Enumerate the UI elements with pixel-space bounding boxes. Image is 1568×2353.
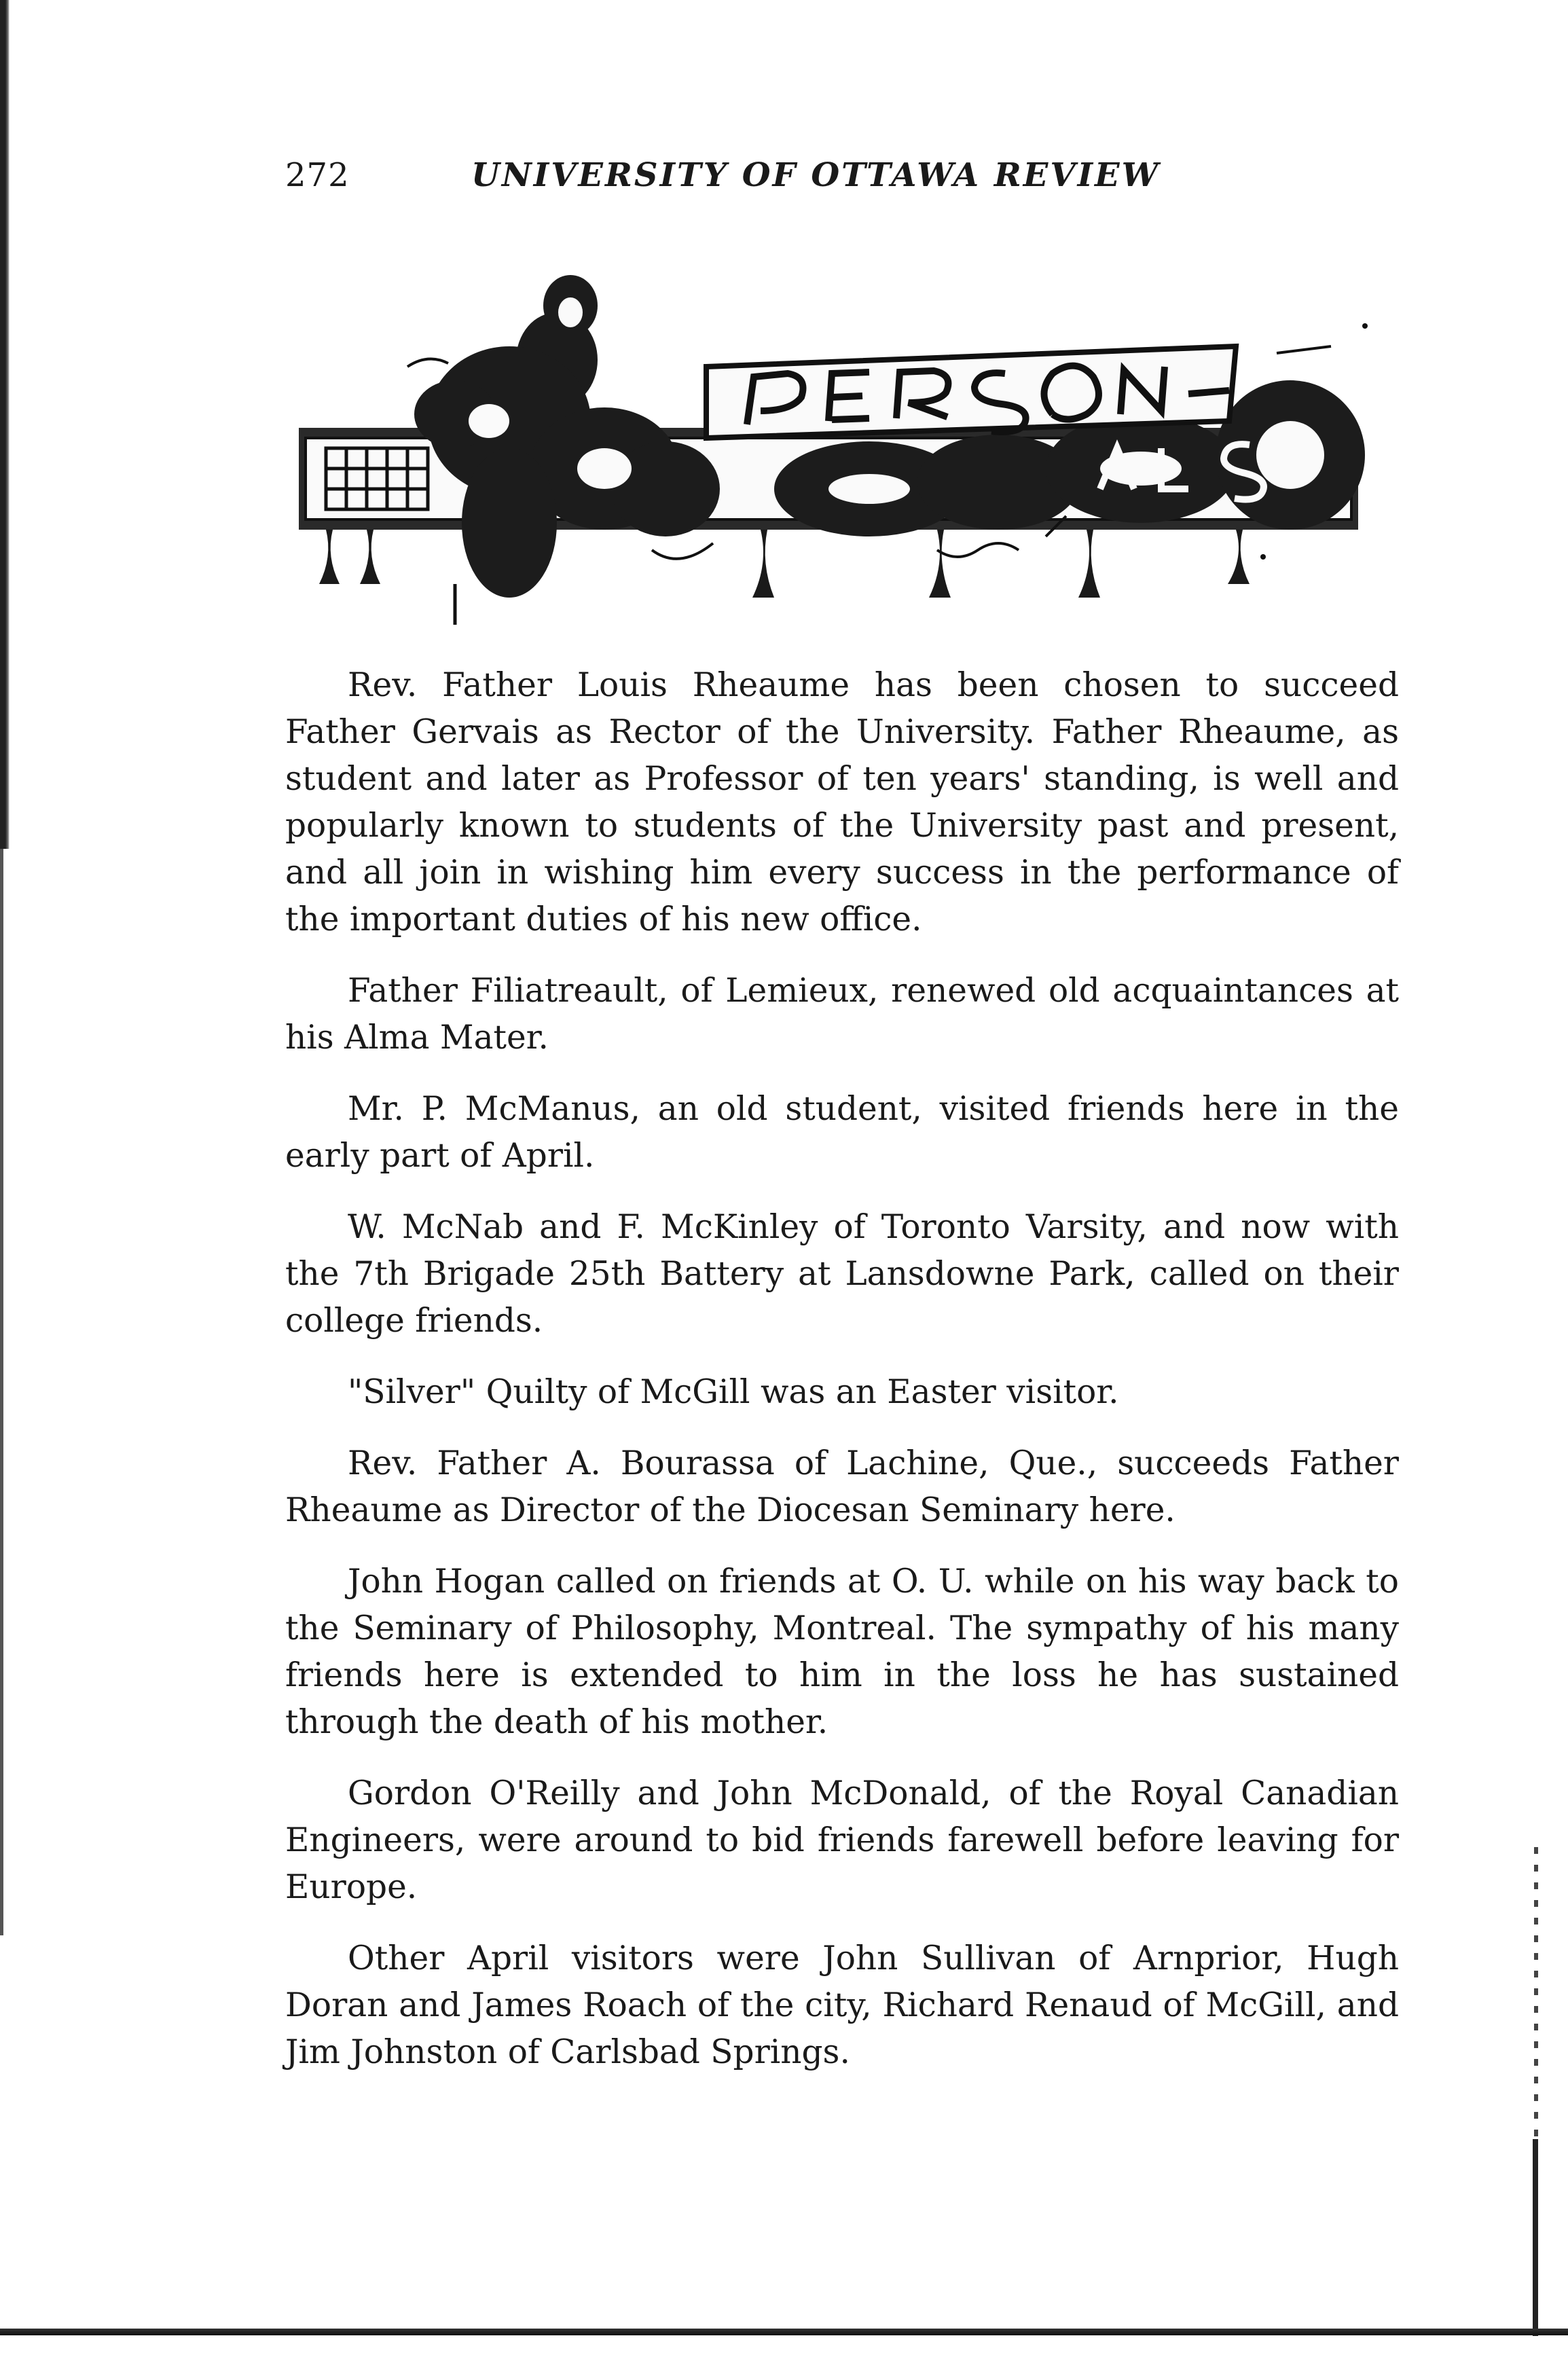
paragraph-mcnab-mckinley: W. McNab and F. McKinley of Toronto Varsity, and now with the 7th Brigade 25th Battery at Lansdowne Park, called on their college friends.: [285, 1208, 1399, 1340]
ornament-illustration: [285, 265, 1412, 645]
running-head: [285, 156, 1412, 211]
paragraph-new-rector: Rev. Father Louis Rheaume has been chosen to succeed Father Gervais as Rector of the University. Father Rheaume, as student and later as Professor of ten years' standing, is well and popularly known to students of the University past and present, and all join in wishing him every success in the performance of the important duties of his new office.: [285, 666, 1399, 938]
personals-ornament: [285, 265, 1412, 645]
paragraph-filiatreault: Father Filiatreault, of Lemieux, renewed old acquaintances at his Alma Mater.: [285, 972, 1399, 1057]
paragraph-april-visitors: Other April visitors were John Sullivan of Arnprior, Hugh Doran and James Roach of the city, Richard Renaud of McGill, and Jim Johnston of Carlsbad Springs.: [285, 1939, 1399, 2071]
scan-edge-bottom: [0, 2329, 1568, 2335]
paragraph-hogan: John Hogan called on friends at O. U. while on his way back to the Seminary of Philosophy, Montreal. The sympathy of his many friends here is extended to him in the loss he has sustained through the death of his mother.: [285, 1563, 1399, 1741]
paragraph-oreilly-mcdonald: Gordon O'Reilly and John McDonald, of the Royal Canadian Engineers, were around to bid friends farewell before leaving for Europe.: [285, 1774, 1399, 1906]
paragraph-bourassa: Rev. Father A. Bourassa of Lachine, Que., succeeds Father Rheaume as Director of the Diocesan Seminary here.: [285, 1444, 1399, 1529]
scan-edge-left-lower: [0, 849, 3, 1935]
scan-edge-left: [0, 0, 10, 849]
paragraph-quilty: "Silver" Quilty of McGill was an Easter visitor.: [348, 1373, 1119, 1411]
scan-edge-right-solid: [1533, 2139, 1538, 2336]
page-number: 272: [285, 156, 350, 194]
personals-article: [285, 662, 1399, 2100]
journal-title: UNIVERSITY OF OTTAWA REVIEW: [471, 156, 1161, 194]
paragraph-mcmanus: Mr. P. McManus, an old student, visited friends here in the early part of April.: [285, 1090, 1399, 1175]
